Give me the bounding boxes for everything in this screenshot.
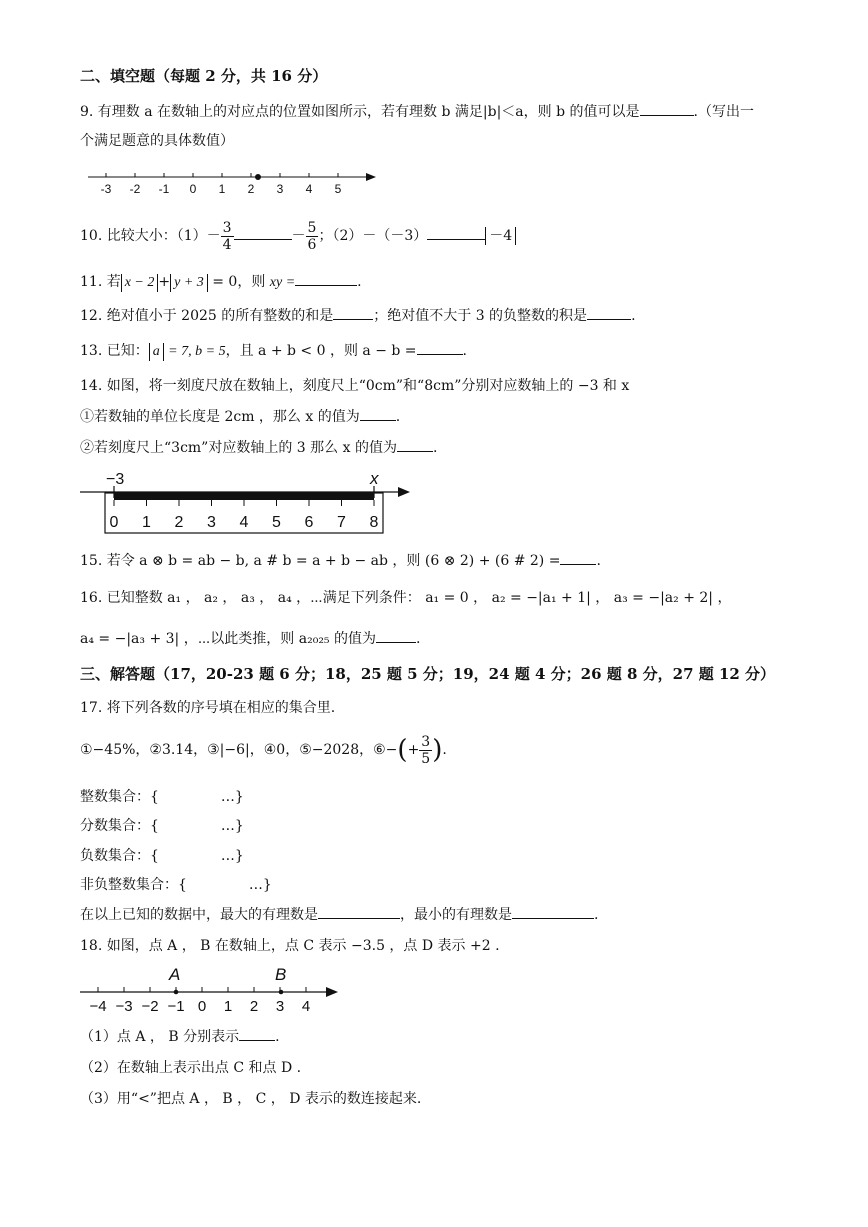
q18-tick-label: −1: [167, 998, 185, 1015]
set-nonneg-label: 非负整数集合：{: [80, 877, 187, 893]
question-18-part3: （3）用“<”把点 A ， B ， C ， D 表示的数连接起来.: [80, 1091, 422, 1107]
set-negatives-label: 负数集合：{: [80, 848, 159, 864]
set-fractions-end: …}: [220, 818, 244, 834]
q11-eq: = 0: [212, 274, 238, 290]
question-17-numbers: [80, 728, 447, 772]
q9-text: 9. 有理数 a 在数轴上的对应点的位置如图所示，若有理数 b 满足|b|＜a，则 b 的值可以是: [80, 104, 640, 120]
q10-blank-1[interactable]: [234, 225, 292, 240]
q12-blank-1[interactable]: [333, 305, 373, 320]
q18-answer-blank[interactable]: [239, 1026, 275, 1041]
question-16-line2: [80, 628, 420, 649]
q9-tick-label: -2: [129, 182, 141, 196]
question-14-sub2: [80, 437, 437, 458]
q18-tick-label: 4: [301, 998, 311, 1015]
q11-then: ，则: [237, 274, 266, 290]
q10-minus: －: [291, 228, 306, 244]
q13-abs-a: a: [149, 343, 164, 361]
q9-axis-arrow: [366, 173, 376, 181]
q17-number-list: ①−45%，②3.14，③|−6|，④0，⑤−2028，⑥−: [80, 742, 398, 758]
q9-tick-label: -3: [100, 182, 112, 196]
question-12: [80, 305, 636, 326]
q14-ruler-label: 6: [304, 514, 314, 531]
q14-ruler-figure: [80, 468, 420, 538]
q14-ruler-label: 2: [174, 514, 184, 531]
q14-axis-arrow: [398, 487, 410, 497]
q14-sub1-text: ①若数轴的单位长度是 2cm ，那么 x 的值为: [80, 409, 360, 425]
q11-answer-blank[interactable]: [295, 271, 357, 286]
q18-p1-end: .: [275, 1029, 280, 1045]
q14-ruler-label: 8: [369, 514, 379, 531]
q14-blank-2[interactable]: [397, 437, 433, 452]
q14-ruler-label: 7: [337, 514, 346, 531]
q18-point-b: [279, 990, 284, 995]
q17-paren-right: ): [432, 735, 443, 765]
q18-p1-text: （1）点 A ， B 分别表示: [80, 1029, 240, 1045]
q18-tick-label: −2: [141, 998, 159, 1015]
question-15: [80, 548, 601, 574]
q9-tick-label: 3: [276, 182, 284, 196]
q17-last1: 在以上已知的数据中，最大的有理数是: [80, 907, 318, 923]
q14-ruler-label: 0: [109, 514, 119, 531]
q18-label-a: A: [169, 965, 181, 984]
q9-tick-label: -1: [158, 182, 170, 196]
set-fractions-label: 分数集合：{: [80, 818, 159, 834]
q13-cond: = 7, b = 5: [168, 344, 226, 359]
q10-blank-2[interactable]: [427, 225, 485, 240]
set-nonneg-end: …}: [248, 877, 272, 893]
q11-abs-x: x − 2: [121, 274, 159, 292]
q17-last-end: .: [594, 907, 599, 923]
q15-answer-blank[interactable]: [560, 550, 596, 565]
q14-ruler-label: 4: [239, 514, 249, 531]
q14-end-1: .: [395, 409, 401, 425]
question-13: [80, 340, 467, 362]
q14-label-x: x: [370, 469, 379, 488]
set-fractions: [80, 816, 244, 836]
q11-abs-y: y + 3: [170, 274, 208, 292]
q17-last2: ，最小的有理数是: [400, 907, 512, 923]
q18-tick-label: 3: [275, 998, 285, 1015]
q13-end: .: [462, 343, 467, 359]
question-18-part2: （2）在数轴上表示出点 C 和点 D .: [80, 1060, 302, 1076]
q16-end: .: [416, 631, 421, 647]
q14-ruler-label: 5: [272, 514, 281, 531]
q16-answer-blank[interactable]: [376, 628, 416, 643]
q15-text: 15. 若令 a ⊗ b = ab − b, a # b = a + b − ab ，则: [80, 553, 421, 569]
question-9-line1: [80, 101, 754, 122]
q17-blank-min[interactable]: [512, 904, 594, 919]
q14-ruler-strip: [114, 493, 374, 500]
set-negatives: [80, 846, 244, 866]
question-11: [80, 270, 362, 295]
q9-tick-label: 0: [189, 182, 197, 196]
q14-ruler-label: 1: [142, 514, 151, 531]
question-9-line2: 个满足题意的具体数值）: [80, 133, 234, 149]
q11-end: .: [357, 274, 362, 290]
q17-plus: +: [407, 742, 420, 758]
q9-text-end: .（写出一: [693, 104, 754, 120]
q11-prefix: 11. 若: [80, 274, 121, 290]
q17-paren-left: (: [397, 735, 408, 765]
q18-axis-arrow: [326, 987, 338, 997]
q12-text1: 12. 绝对值小于 2025 的所有整数的和是: [80, 308, 334, 324]
q17-blank-max[interactable]: [318, 904, 400, 919]
q15-expr: (6 ⊗ 2) + (6 # 2) =: [424, 553, 561, 569]
q18-label-b: B: [275, 965, 287, 984]
q11-expr: xy =: [269, 275, 296, 290]
q12-blank-2[interactable]: [587, 305, 631, 320]
set-nonneg-integers: [80, 875, 272, 895]
q13-prefix: 13. 已知：: [80, 343, 149, 359]
q14-ruler-label: 3: [207, 514, 216, 531]
question-18-part1: [80, 1026, 280, 1047]
set-integers-end: …}: [220, 789, 244, 805]
q12-text2: ；绝对值不大于 3 的负整数的积是: [373, 308, 588, 324]
fraction-5-6: $\frac{5}{6}$: [307, 219, 317, 253]
q18-tick-label: −3: [115, 998, 133, 1015]
q10-prefix: 10. 比较大小：（1）－: [80, 228, 221, 244]
set-integers: [80, 787, 244, 807]
q14-blank-1[interactable]: [360, 406, 396, 421]
q14-end-2: .: [432, 440, 438, 456]
fraction-3-4: $\frac{3}{4}$: [222, 219, 232, 253]
q9-tick-label: 1: [218, 182, 226, 196]
q18-tick-label: −4: [89, 998, 107, 1015]
q13-answer-blank[interactable]: [417, 340, 463, 355]
q17-dot: .: [442, 742, 447, 758]
q9-tick-label: 5: [334, 182, 342, 196]
question-17-extremes: [80, 904, 598, 925]
question-17-intro: 17. 将下列各数的序号填在相应的集合里.: [80, 700, 336, 716]
q15-end: .: [596, 553, 601, 569]
q9-tick-label: 4: [305, 182, 313, 196]
q14-label-minus3: −3: [106, 471, 125, 488]
q10-part2: ；（2）－（－3）: [318, 228, 428, 244]
question-14-sub1: [80, 406, 400, 427]
q13-mid: ，且 a + b < 0 ，则 a − b =: [225, 343, 417, 359]
question-10: [80, 218, 516, 254]
q14-sub2-text: ②若刻度尺上“3cm”对应数轴上的 3 那么 x 的值为: [80, 440, 397, 456]
q9-tick-label: 2: [247, 182, 255, 196]
q9-point-a: [255, 174, 261, 180]
q9-number-line: [88, 168, 388, 198]
q11-plus: +: [158, 274, 171, 290]
q18-number-line: [80, 962, 350, 1022]
set-integers-label: 整数集合：{: [80, 789, 159, 805]
question-18-intro: 18. 如图，点 A ， B 在数轴上，点 C 表示 −3.5 ，点 D 表示 +2 .: [80, 938, 500, 954]
q12-end: .: [631, 308, 636, 324]
question-14-line1: 14. 如图，将一刻度尺放在数轴上，刻度尺上“0cm”和“8cm”分别对应数轴上的 −3 和 x: [80, 378, 630, 394]
q16-line2-text: a₄ = −|a₃ + 3| ，⋯以此类推，则 a₂₀₂₅ 的值为: [80, 631, 376, 647]
q18-tick-label: 2: [249, 998, 259, 1015]
section-heading-answer: 三、解答题（17，20-23 题 6 分；18，25 题 5 分；19，24 题 4 分；26 题 8 分，27 题 12 分）: [80, 665, 776, 683]
q9-answer-blank[interactable]: [640, 101, 694, 116]
q18-tick-label: 1: [223, 998, 233, 1015]
fraction-3-5: $\frac{3}{5}$: [421, 733, 431, 767]
q18-tick-label: 0: [197, 998, 207, 1015]
question-16-line1: 16. 已知整数 a₁ ， a₂ ， a₃ ， a₄ ，⋯满足下列条件： a₁ = 0 ， a₂ = −|a₁ + 1| ， a₃ = −|a₂ + 2| ，: [80, 590, 732, 606]
q10-abs-minus4: －4: [485, 227, 516, 245]
set-negatives-end: …}: [220, 848, 244, 864]
section-heading-fill-in: 二、填空题（每题 2 分，共 16 分）: [80, 67, 328, 85]
